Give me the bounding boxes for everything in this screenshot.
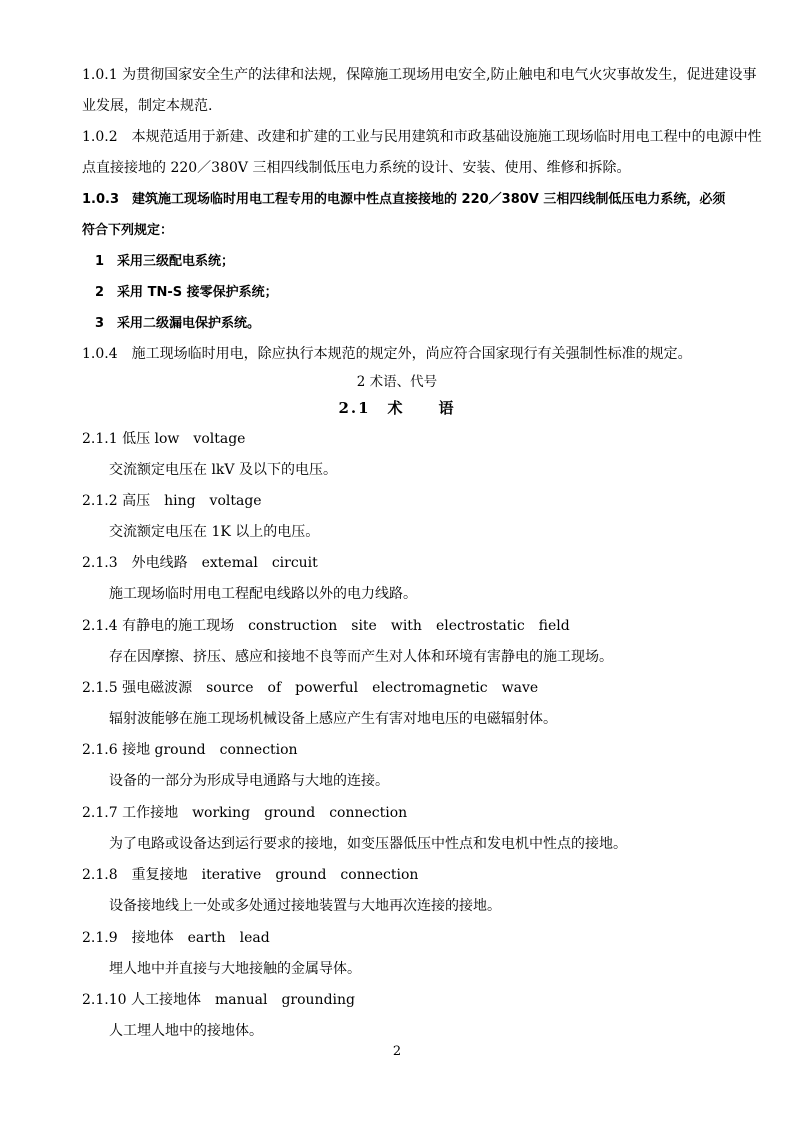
term-2-1-10-heading: 2.1.10 人工接地体 manual grounding [82,992,355,1008]
term-2-1-5-definition: 辐射波能够在施工现场机械设备上感应产生有害对地电压的电磁辐射体。 [109,711,557,727]
term-2-1-8-heading: 2.1.8 重复接地 iterative ground connection [82,867,419,883]
clause-1-0-1-line-1: 1.0.1 为贯彻国家安全生产的法律和法规，保障施工现场用电安全,防止触电和电气火灾事故发生，促进建设事 [82,67,757,83]
clause-1-0-3-item-2: 2 采用 TN-S 接零保护系统； [95,285,278,300]
term-2-1-9-heading: 2.1.9 接地体 earth lead [82,930,270,946]
term-2-1-1-heading: 2.1.1 低压 low voltage [82,431,246,447]
term-2-1-2-heading: 2.1.2 高压 hing voltage [82,493,262,509]
term-2-1-4-heading: 2.1.4 有静电的施工现场 construction site with electrostatic field [82,618,570,634]
term-2-1-6-heading: 2.1.6 接地 ground connection [82,742,298,758]
term-2-1-3-heading: 2.1.3 外电线路 extemal circuit [82,555,318,571]
term-2-1-9-definition: 埋人地中并直接与大地接触的金属导体。 [109,961,361,977]
term-2-1-10-definition: 人工埋人地中的接地体。 [109,1023,263,1039]
clause-1-0-3-item-1: 1 采用三级配电系统； [95,254,235,269]
term-2-1-8-definition: 设备接地线上一处或多处通过接地装置与大地再次连接的接地。 [109,898,501,914]
term-2-1-4-definition: 存在因摩擦、挤压、感应和接地不良等而产生对人体和环境有害静电的施工现场。 [109,649,613,665]
clause-1-0-3-item-3: 3 采用二级漏电保护系统。 [95,316,261,331]
clause-1-0-2-line-2: 点直接接地的 220／380V 三相四线制低压电力系统的设计、安装、使用、维修和拆除。 [82,160,631,176]
clause-1-0-2-line-1: 1.0.2 本规范适用于新建、改建和扩建的工业与民用建筑和市政基础设施施工现场临时用电工程中的电源中性 [82,129,762,145]
term-2-1-1-definition: 交流额定电压在 lkV 及以下的电压。 [109,462,337,478]
term-2-1-2-definition: 交流额定电压在 1K 以上的电压。 [109,524,320,540]
clause-1-0-3-line-1: 1.0.3 建筑施工现场临时用电工程专用的电源中性点直接接地的 220／380V 三相四线制低压电力系统，必须 [82,192,726,207]
term-2-1-6-definition: 设备的一部分为形成导电通路与大地的连接。 [109,773,389,789]
clause-1-0-3-line-2: 符合下列规定： [82,223,174,238]
term-2-1-3-definition: 施工现场临时用电工程配电线路以外的电力线路。 [109,586,417,602]
term-2-1-7-definition: 为了电路或设备达到运行要求的接地，如变压器低压中性点和发电机中性点的接地。 [109,836,627,852]
clause-1-0-1-line-2: 业发展，制定本规范. [82,98,213,114]
chapter-title: 2 术语、代号 [356,374,438,390]
clause-1-0-4: 1.0.4 施工现场临时用电，除应执行本规范的规定外，尚应符合国家现行有关强制性标准的规定。 [82,346,692,362]
term-2-1-5-heading: 2.1.5 强电磁波源 source of powerful electromagnetic wave [82,680,539,696]
page-number: 2 [392,1044,402,1059]
section-title: 2.1 术 语 [338,399,456,417]
term-2-1-7-heading: 2.1.7 工作接地 working ground connection [82,805,408,821]
